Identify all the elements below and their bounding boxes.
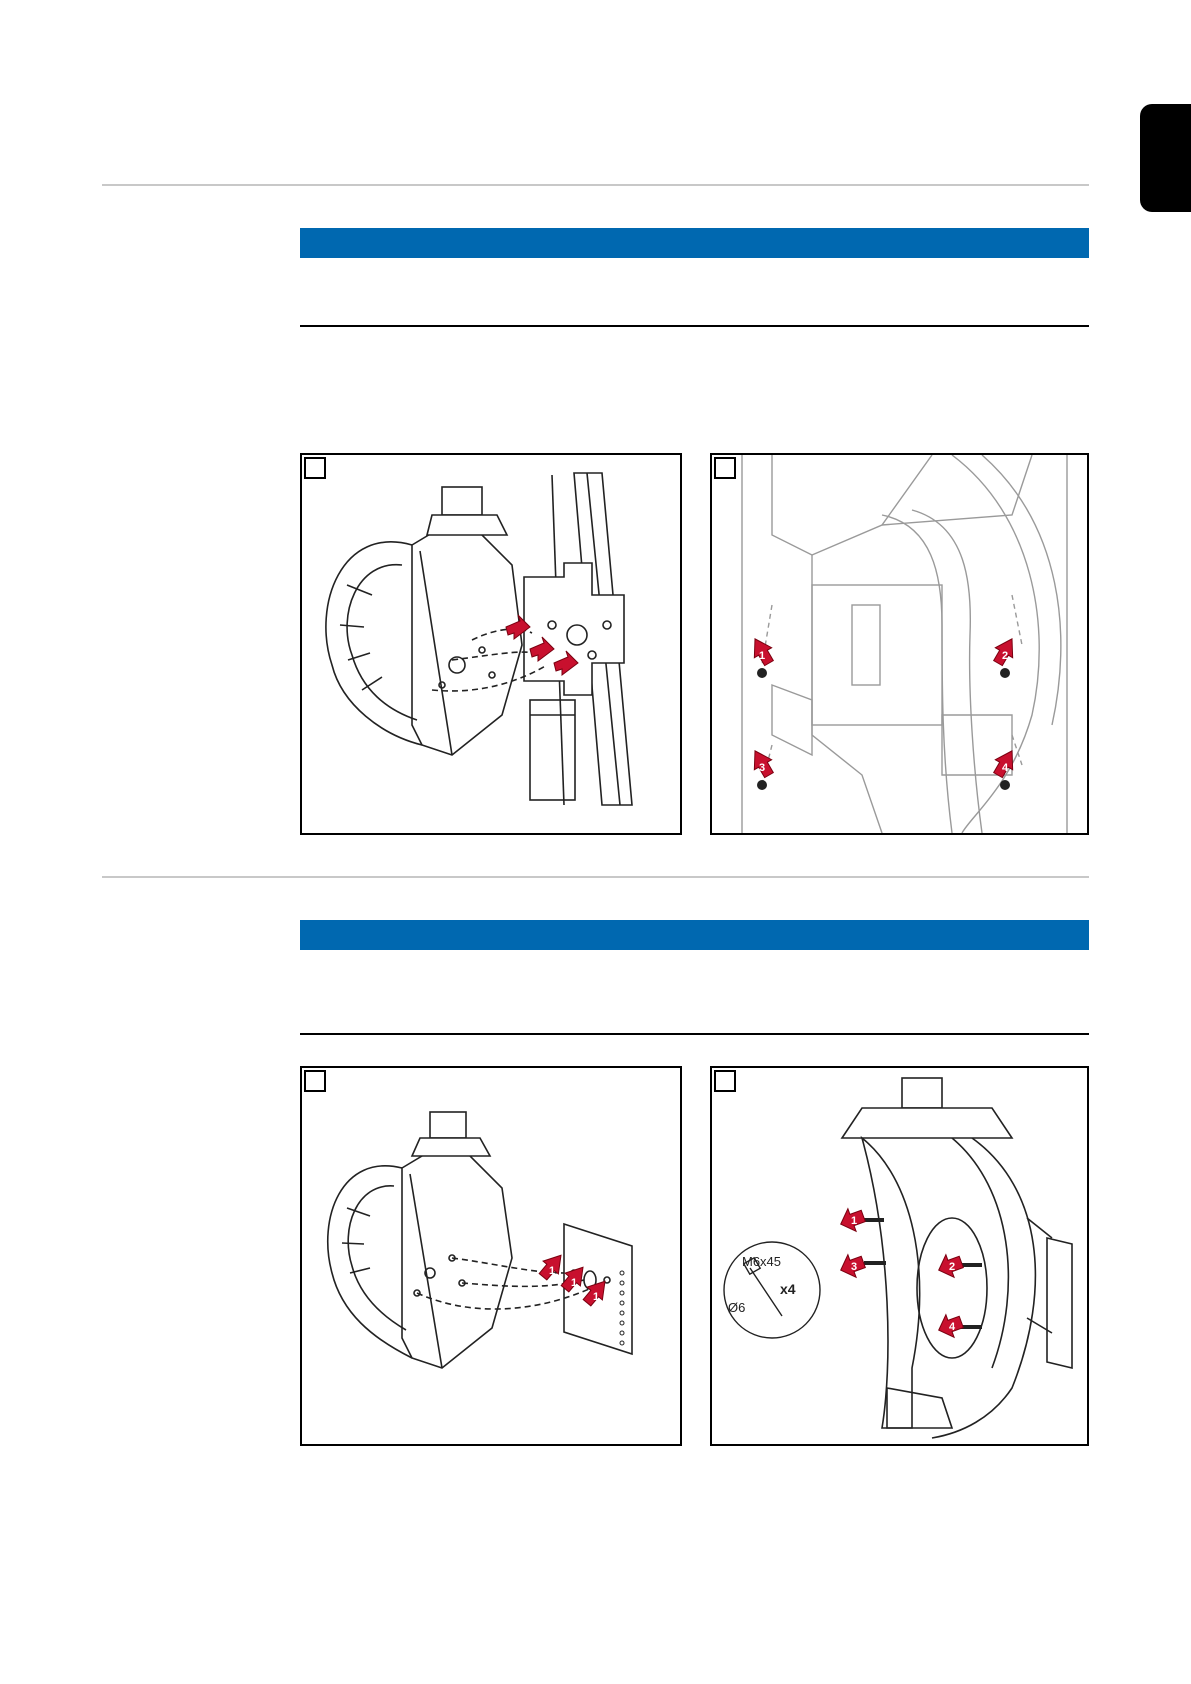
section-2-rule — [300, 1033, 1089, 1035]
callout-3: 3 — [758, 762, 766, 774]
screw-diameter-label: Ø6 — [728, 1300, 746, 1315]
callout-1: 1 — [850, 1215, 858, 1227]
callout-4: 4 — [1001, 762, 1009, 774]
callout-1b: 1 — [570, 1277, 578, 1289]
illustration-wirefeeder-to-plate — [302, 1068, 680, 1444]
screw-quantity-label: x4 — [780, 1281, 796, 1297]
section-2-heading-bar — [300, 920, 1089, 950]
callout-1c: 1 — [592, 1291, 600, 1303]
callout-3: 3 — [850, 1261, 858, 1273]
callout-4: 4 — [948, 1321, 956, 1333]
illustration-wirefeeder-to-bracket — [302, 455, 680, 833]
figure-1-attach-plate — [300, 453, 682, 835]
section-1-heading-bar — [300, 228, 1089, 258]
section-1-rule — [300, 325, 1089, 327]
figure-4-fix-screws — [710, 1066, 1089, 1446]
callout-1a: 1 — [548, 1265, 556, 1277]
figure-3-attach-plate — [300, 1066, 682, 1446]
illustration-screw-fixing — [712, 455, 1087, 833]
section-divider-2 — [102, 876, 1089, 878]
step-number-box — [304, 457, 326, 479]
figure-2-fix-screws — [710, 453, 1089, 835]
step-number-box — [714, 1070, 736, 1092]
illustration-screw-fixing-m6 — [712, 1068, 1087, 1444]
language-side-tab — [1140, 104, 1191, 212]
callout-1: 1 — [758, 650, 766, 662]
screw-size-label: M6x45 — [742, 1254, 782, 1269]
section-divider-1 — [102, 184, 1089, 186]
callout-2: 2 — [948, 1261, 956, 1273]
step-number-box — [714, 457, 736, 479]
callout-2: 2 — [1001, 650, 1009, 662]
step-number-box — [304, 1070, 326, 1092]
